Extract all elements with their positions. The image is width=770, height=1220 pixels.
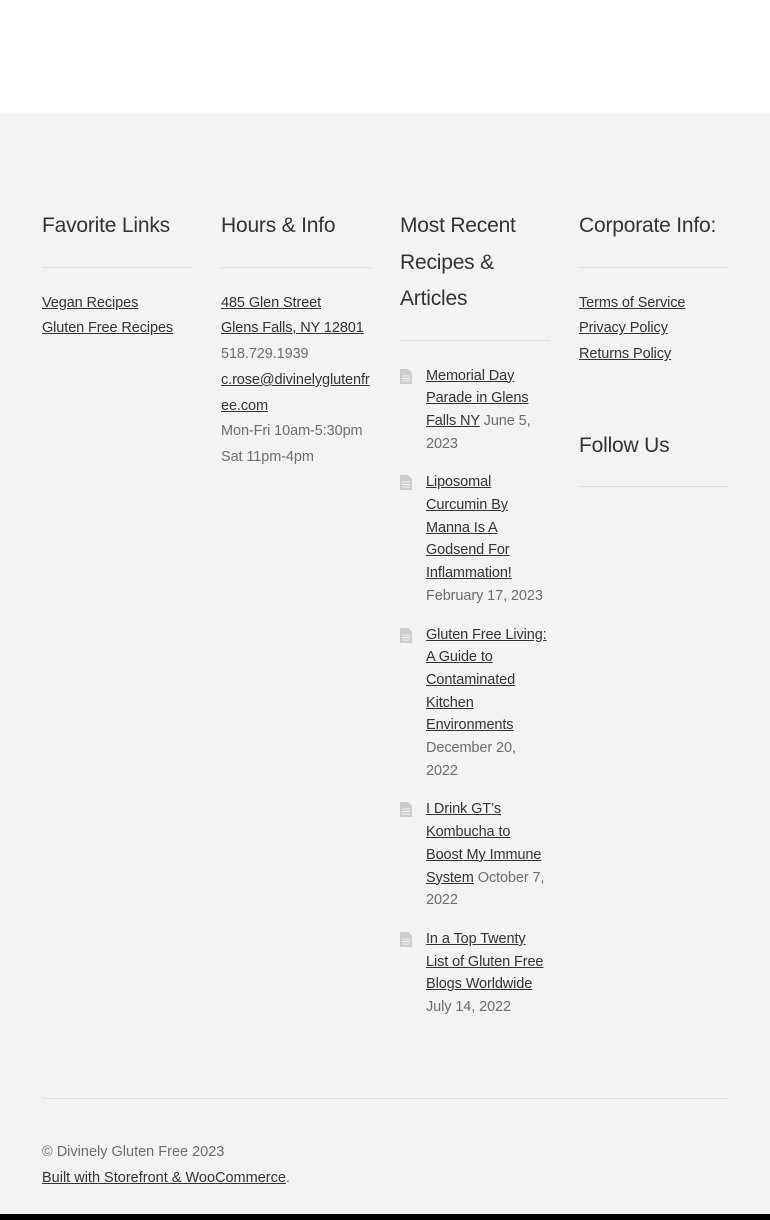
widget-divider (579, 486, 729, 487)
terms-of-service-link[interactable]: Terms of Service (579, 294, 686, 311)
widget-divider (400, 340, 550, 341)
storefront-credit-link[interactable]: Built with Storefront & WooCommerce (42, 1169, 286, 1186)
content-area-bottom (0, 0, 770, 113)
phone-number: 518.729.1939 (221, 346, 309, 363)
corporate-info-widget (579, 208, 729, 510)
hours-info-widget (221, 208, 371, 471)
list-item (400, 471, 550, 607)
list-item (400, 798, 550, 912)
post-date: June 5, 2023 (426, 412, 531, 452)
bottom-bar (0, 1214, 770, 1220)
post-date: July 14, 2022 (426, 999, 511, 1016)
favorite-links-title: Favorite Links (42, 214, 170, 237)
returns-policy-link[interactable]: Returns Policy (579, 346, 672, 363)
recent-posts-title: Most Recent Recipes & Articles (400, 214, 516, 310)
gluten-free-recipes-link[interactable]: Gluten Free Recipes (42, 320, 174, 337)
post-date: December 20, 2022 (426, 740, 516, 779)
address-line-1: 485 Glen Street (221, 294, 322, 311)
post-link[interactable]: Gluten Free Living: A Guide to Contaminated Kitchen Environments (426, 626, 547, 734)
credit-suffix: . (285, 1169, 290, 1186)
privacy-policy-link[interactable]: Privacy Policy (579, 320, 668, 337)
hours-weekday: Mon-Fri 10am-5:30pm (221, 423, 363, 440)
email-link[interactable]: c.rose@divinelyglutenfree.com (221, 371, 370, 414)
recent-posts-widget (400, 208, 550, 1035)
copyright-text: © Divinely Gluten Free 2023 (42, 1144, 225, 1160)
vegan-recipes-link[interactable]: Vegan Recipes (42, 294, 139, 311)
corporate-info-title: Corporate Info: (579, 214, 717, 237)
document-icon (400, 369, 412, 384)
post-link[interactable]: In a Top Twenty List of Gluten Free Blogs Worldwide (426, 930, 544, 993)
post-date: October 7, 2022 (426, 869, 545, 909)
credit-line (42, 1166, 728, 1192)
document-icon (400, 628, 412, 643)
post-date: February 17, 2023 (426, 587, 543, 604)
widget-divider (579, 267, 729, 268)
post-link[interactable]: I Drink GT’s Kombucha to Boost My Immune System (426, 801, 542, 886)
list-item (400, 928, 550, 1019)
document-icon (400, 475, 412, 490)
hours-saturday: Sat 11pm-4pm (221, 449, 314, 466)
hours-info-title: Hours & Info (221, 214, 336, 237)
follow-us-title: Follow Us (579, 433, 670, 457)
favorite-links-widget (42, 208, 192, 342)
document-icon (400, 802, 412, 817)
address-link[interactable] (221, 291, 371, 343)
recent-posts-list (400, 365, 550, 1019)
document-icon (400, 932, 412, 947)
address-line-2: Glens Falls, NY 12801 (221, 320, 364, 337)
list-item (400, 365, 550, 456)
post-link[interactable]: Memorial Day Parade in Glens Falls NY (426, 367, 529, 429)
post-link[interactable]: Liposomal Curcumin By Manna Is A Godsend For Inflammation! (426, 474, 512, 582)
follow-us-widget (579, 428, 729, 488)
list-item (400, 624, 550, 783)
widget-divider (42, 267, 192, 268)
widget-divider (221, 267, 371, 268)
site-info (42, 1098, 728, 1192)
